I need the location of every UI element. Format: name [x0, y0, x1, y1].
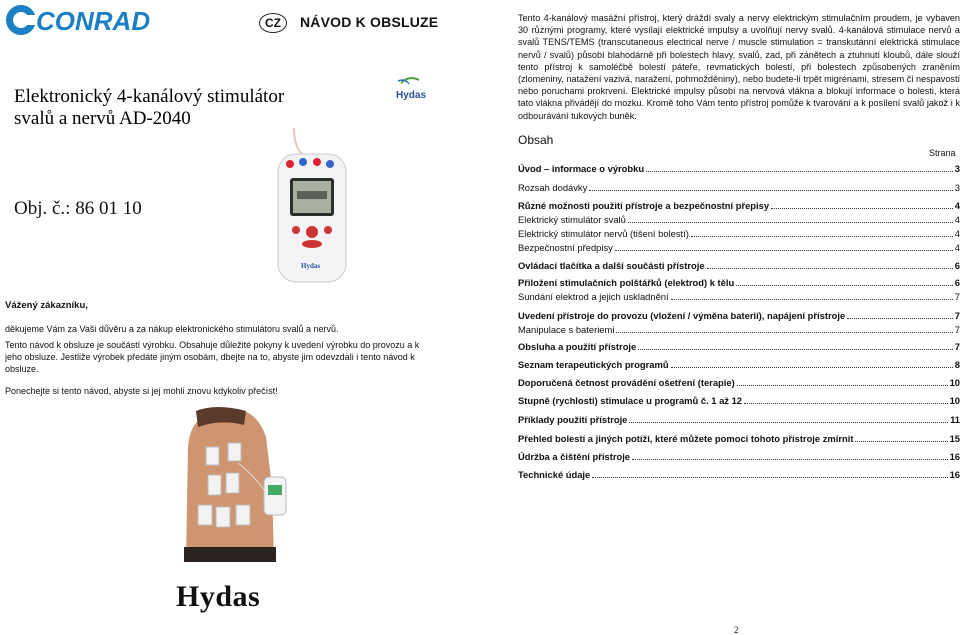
- toc-entry-page: 6: [954, 277, 960, 288]
- order-number: Obj. č.: 86 01 10: [14, 198, 142, 219]
- toc-leader-dots: [707, 267, 953, 269]
- country-badge: CZ: [259, 13, 287, 33]
- toc-leader-dots: [737, 384, 948, 386]
- toc-entry: [518, 228, 960, 239]
- toc-entry: [518, 395, 960, 406]
- toc-entry: [518, 324, 960, 335]
- toc-entry: [518, 341, 960, 352]
- toc-entry-page: 4: [954, 214, 960, 225]
- toc-entry-page: 15: [949, 433, 960, 444]
- toc-entry-page: 7: [954, 291, 960, 302]
- intro-paragraph-1: děkujeme Vám za Vaši důvěru a za nákup elektronického stimulátoru svalů a nervů.: [5, 324, 339, 334]
- hydas-small-text: Hydas: [396, 90, 427, 101]
- toc-entry-label: Úvod – informace o výrobku: [518, 163, 645, 174]
- toc-leader-dots: [632, 458, 948, 460]
- toc-entry: [518, 214, 960, 225]
- toc-entry-label: Doporučená četnost provádění ošetření (terapie): [518, 377, 735, 388]
- hydas-small-logo: [395, 74, 435, 102]
- toc-entry-page: 4: [954, 242, 960, 253]
- toc-entry-label: Ovládací tlačítka a další součásti přístroje: [518, 260, 705, 271]
- toc-entry-label: Manipulace s bateriemi: [518, 324, 615, 335]
- toc-entry-page: 8: [954, 359, 960, 370]
- toc-leader-dots: [592, 476, 947, 478]
- toc-entry-page: 4: [954, 200, 960, 211]
- page-number: 2: [734, 625, 739, 635]
- toc-leader-dots: [736, 284, 953, 286]
- toc-entry: [518, 469, 960, 480]
- toc-leader-dots: [616, 331, 952, 333]
- toc-leader-dots: [615, 249, 953, 251]
- toc-entry-page: 10: [949, 377, 960, 388]
- toc-entry: [518, 200, 960, 211]
- toc-entry: [518, 291, 960, 302]
- toc-leader-dots: [629, 421, 948, 423]
- toc-leader-dots: [744, 402, 948, 404]
- toc-entry: [518, 182, 960, 193]
- toc-entry: [518, 433, 960, 444]
- toc-entry-label: Obsluha a použití přístroje: [518, 341, 637, 352]
- svg-text:Hydas: Hydas: [301, 262, 321, 270]
- product-description: Tento 4-kanálový masážní přístroj, který dráždí svaly a nervy elektrickým stimulačním proudem, je vybaven 30 různými programy, které vysílají elektrické impulsy a uvolňují nervy svalů. 4-kanálová stimulace nervů a svalů TENS/TEMS (transcutaneous electrical nerve / muscle stimulation = transkutánní elektrická stimulace nervů / svalů) působí blahodárně při bolestech hlavy, svalů, zad, při zánětech a ztuhnutí kloubů, dále slouží tento přístroj k samoléčbě bolestí páteře, revmatických bolestí, při bolestech způsobených zraněním (zlomeniny, natažení vazivá, naražení, pohmožděniny), nebo budete-li trpět migrénami, stresem či nespavostí nebo poruchami prokrvení. Elektrické impulsy působí na nervová vlákna a blokují informace o bolesti, která tato vlákna přivádějí do mozku. Kromě toho Vám tento přístroj pomůže k tvarování a k posílení svalů jakož i k odbourávání tukových buněk.: [518, 13, 960, 121]
- toc-entry-label: Údržba a čištění přístroje: [518, 451, 631, 462]
- toc-entry-page: 10: [949, 395, 960, 406]
- toc-entry-label: Technické údaje: [518, 469, 591, 480]
- toc-entry-page: 6: [954, 260, 960, 271]
- toc-entry: [518, 260, 960, 271]
- conrad-logo: [4, 2, 151, 38]
- toc-entry-label: Uvedení přístroje do provozu (vložení / výměna baterií), napájení přístroje: [518, 310, 846, 321]
- toc-entry-label: Elektrický stimulátor svalů: [518, 214, 626, 225]
- product-title: Elektronický 4-kanálový stimulátor svalů a nervů AD-2040: [14, 86, 285, 129]
- greeting: Vážený zákazníku,: [5, 300, 88, 311]
- toc-entry-label: Seznam terapeutických programů: [518, 359, 669, 370]
- toc-entry-label: Příklady použití přístroje: [518, 414, 628, 425]
- toc-entry: [518, 359, 960, 370]
- brand-wordmark: Hydas: [176, 580, 261, 613]
- toc-leader-dots: [691, 235, 953, 237]
- toc-leader-dots: [628, 221, 953, 223]
- stimulator-device-image: [272, 126, 352, 286]
- toc-entry-label: Elektrický stimulátor nervů (tišení bolestí): [518, 228, 689, 239]
- toc-entry: [518, 310, 960, 321]
- toc-entry-page: 16: [949, 451, 960, 462]
- toc-entry-page: 3: [954, 182, 960, 193]
- toc-entry-page: 7: [954, 310, 960, 321]
- toc-page-column-label: Strana: [929, 148, 956, 158]
- toc-entry: [518, 414, 960, 425]
- toc-entry-label: Stupně (rychlosti) stimulace u programů č. 1 až 12: [518, 395, 743, 406]
- toc-entry: [518, 277, 960, 288]
- doc-title: NÁVOD K OBSLUZE: [300, 14, 439, 30]
- toc-entry-page: 11: [950, 414, 960, 425]
- toc-leader-dots: [638, 348, 953, 350]
- toc-entry-label: Přehled bolestí a jiných potíží, které můžete pomocí tohoto přístroje zmírnit: [518, 433, 854, 444]
- toc-entry: [518, 377, 960, 388]
- toc-entry-label: Různé možnosti použití přístroje a bezpečnostní přepisy: [518, 200, 770, 211]
- toc-entry-label: Bezpečnostní předpisy: [518, 242, 613, 253]
- logo-text: CONRAD: [36, 6, 151, 36]
- toc-entry: [518, 451, 960, 462]
- toc-leader-dots: [671, 298, 953, 300]
- back-electrodes-photo: [176, 407, 291, 562]
- toc-leader-dots: [671, 366, 953, 368]
- toc-entry-label: Sundání elektrod a jejich uskladnění: [518, 291, 669, 302]
- toc-entry-label: Přiložení stimulačních polštářků (elektrod) k tělu: [518, 277, 735, 288]
- toc-leader-dots: [771, 207, 953, 209]
- toc-entry-page: 4: [954, 228, 960, 239]
- toc-leader-dots: [855, 440, 947, 442]
- toc-leader-dots: [589, 189, 952, 191]
- toc-leader-dots: [847, 317, 953, 319]
- toc-entry-label: Rozsah dodávky: [518, 182, 588, 193]
- toc-entry-page: 3: [954, 163, 960, 174]
- toc-leader-dots: [646, 170, 953, 172]
- toc-entry-page: 7: [954, 324, 960, 335]
- intro-paragraph-3: Ponechejte si tento návod, abyste si jej mohli znovu kdykoliv přečíst!: [5, 386, 278, 396]
- toc-entry-page: 16: [949, 469, 960, 480]
- toc-entry-page: 7: [954, 341, 960, 352]
- toc-heading: Obsah: [518, 133, 554, 147]
- toc-entry: [518, 163, 960, 174]
- toc-entry: [518, 242, 960, 253]
- intro-paragraph-2: Tento návod k obsluze je součástí výrobku. Obsahuje důležité pokyny k uvedení výrobku do provozu a k jeho obsluze. Jestliže výrobek předáte jiným osobám, dbejte na to, abyste jim odevzdali i tento návod k obsluze.: [5, 340, 420, 374]
